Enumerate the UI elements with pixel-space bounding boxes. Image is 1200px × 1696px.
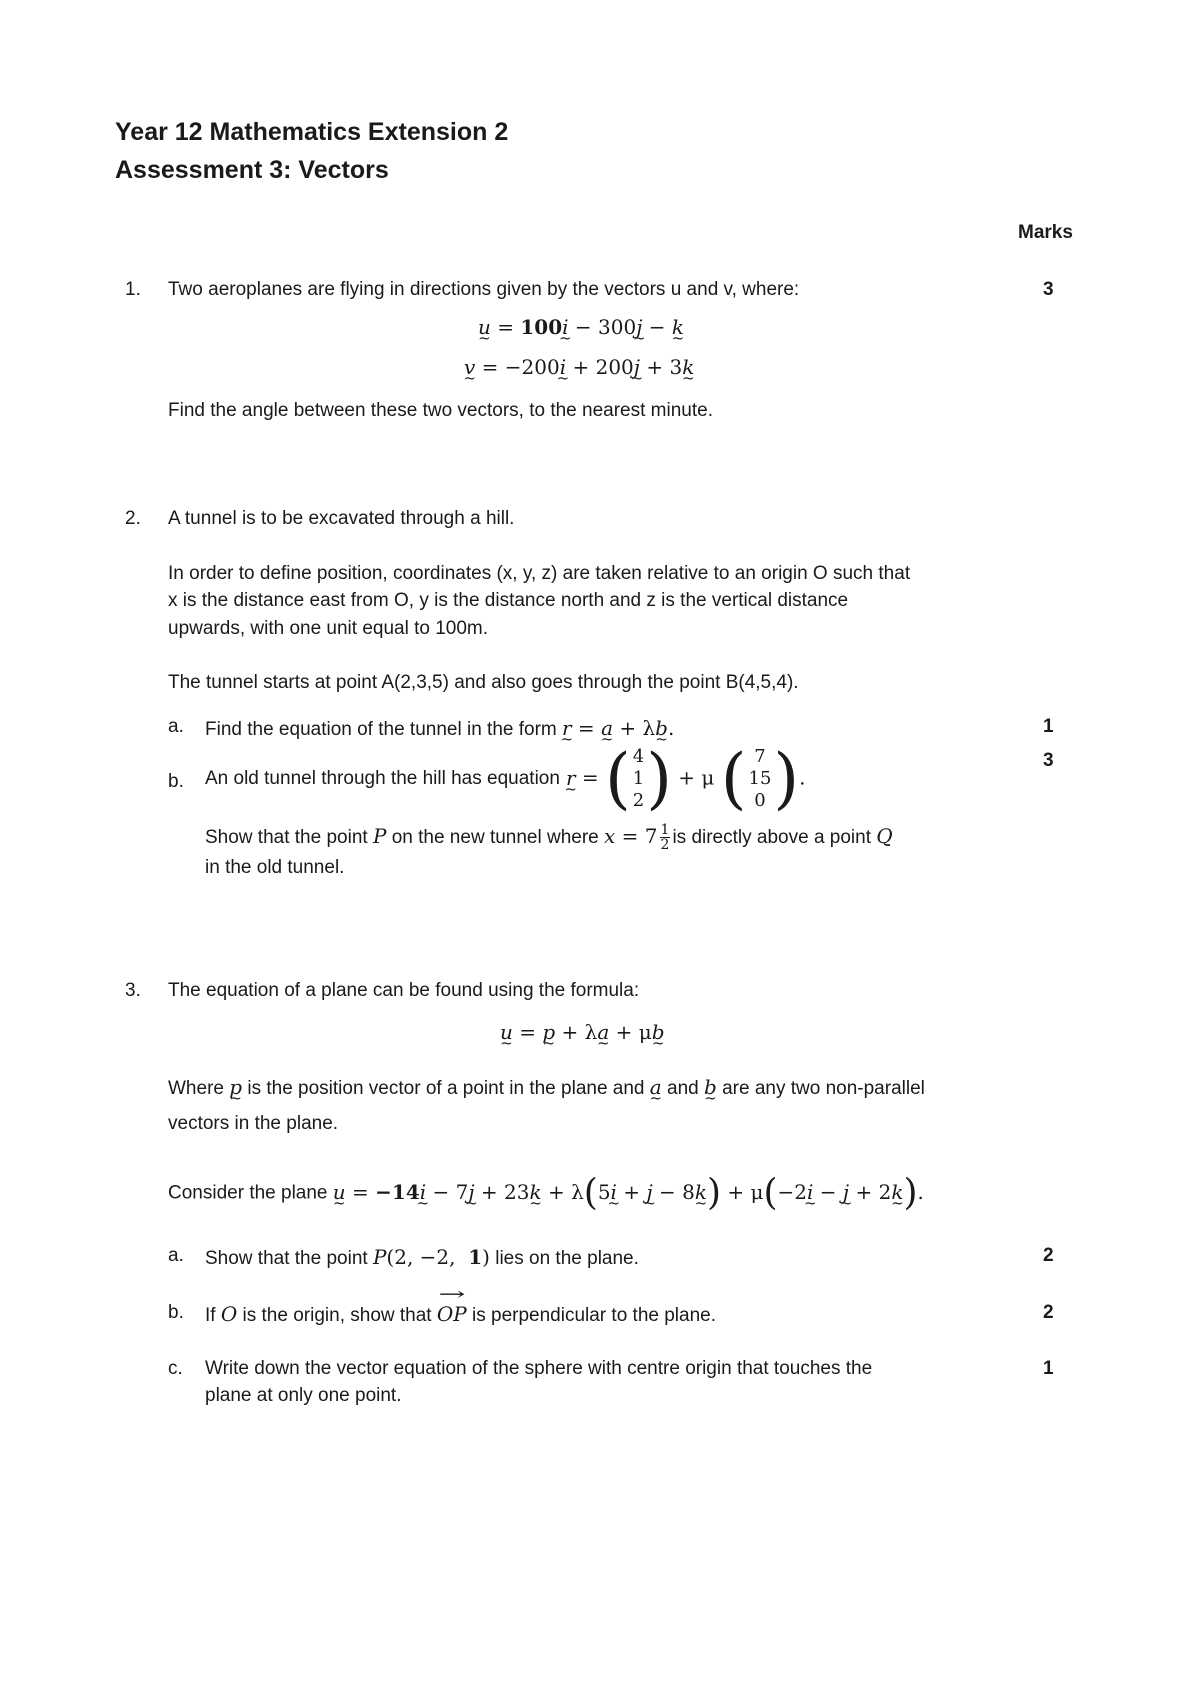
tunnel-form-equation: r ~ = a ~ + λb ~.: [562, 716, 674, 740]
question-3c-label: c.: [168, 1358, 183, 1379]
question-2a-marks: 1: [1043, 716, 1054, 737]
question-2b-marks: 3: [1043, 750, 1054, 771]
question-3b-marks: 2: [1043, 1302, 1054, 1323]
question-2b-line-2: Show that the point P on the new tunnel where x = 7 $\frac{1}{2}$ is directly above a point Q: [205, 822, 893, 853]
question-2-line-1: In order to define position, coordinates (x, y, z) are taken relative to an origin O such that: [168, 563, 911, 584]
question-3c-marks: 1: [1043, 1358, 1054, 1379]
question-2b-text: An old tunnel through the hill has equation r ~ = ( 4 1 2 ) + μ ( 7 15 0 ).: [205, 744, 806, 814]
vector-u-equation: u ~ = 100i ~ − 300j ~ − k ~: [478, 315, 684, 339]
question-2a-label: a.: [168, 716, 184, 737]
question-3-number: 3.: [125, 980, 141, 1001]
question-2-line-2: x is the distance east from O, y is the distance north and z is the vertical distance: [168, 590, 849, 611]
question-3-where-line-2: vectors in the plane.: [168, 1113, 339, 1134]
question-2b-label: b.: [168, 771, 184, 792]
question-3-where-line: Where p ~ is the position vector of a point in the plane and a ~ and b ~ are any two non-parallel: [168, 1075, 925, 1100]
question-3a-label: a.: [168, 1245, 184, 1266]
question-3-intro: The equation of a plane can be found using the formula:: [168, 980, 640, 1001]
question-3b-label: b.: [168, 1302, 184, 1323]
question-3b-text: If O is the origin, show that → OP is perpendicular to the plane.: [205, 1302, 716, 1327]
question-1-number: 1.: [125, 279, 141, 300]
question-3-plane-equation: Consider the plane u ~ = −14i ~ − 7j ~ + 23k ~ + λ(5i ~ + j ~ − 8k ~) + μ(−2i ~ − j ~ + 2k ~).: [168, 1175, 924, 1211]
old-tunnel-direction-vector: 7 15 0: [748, 746, 772, 811]
question-2a-text: Find the equation of the tunnel in the form r ~ = a ~ + λb ~.: [205, 716, 674, 741]
question-2-intro: A tunnel is to be excavated through a hill.: [168, 508, 515, 529]
question-2-line-3: upwards, with one unit equal to 100m.: [168, 618, 489, 639]
question-3a-marks: 2: [1043, 1245, 1054, 1266]
question-1-text: Two aeroplanes are flying in directions given by the vectors u and v, where:: [168, 279, 800, 300]
question-3c-line-2: plane at only one point.: [205, 1385, 402, 1406]
marks-column-heading: Marks: [1018, 222, 1073, 243]
question-1-marks: 3: [1043, 279, 1054, 300]
old-tunnel-equation: r ~ = ( 4 1 2 ) + μ ( 7 15 0 ).: [566, 746, 806, 812]
question-2-number: 2.: [125, 508, 141, 529]
question-2-line-4: The tunnel starts at point A(2,3,5) and also goes through the point B(4,5,4).: [168, 672, 799, 693]
question-3c-line-1: Write down the vector equation of the sphere with centre origin that touches the: [205, 1358, 873, 1379]
plane-formula: u ~ = p ~ + λa ~ + μb ~: [500, 1020, 665, 1044]
old-tunnel-point-vector: 4 1 2: [632, 746, 645, 811]
document-title: Year 12 Mathematics Extension 2: [115, 118, 509, 146]
vector-v-equation: v ~ = −200i ~ + 200j ~ + 3k ~: [464, 355, 694, 379]
question-3a-text: Show that the point P(2, −2, 1) lies on the plane.: [205, 1245, 639, 1269]
question-1-prompt: Find the angle between these two vectors, to the nearest minute.: [168, 400, 713, 421]
question-2b-line-3: in the old tunnel.: [205, 857, 345, 878]
document-subtitle: Assessment 3: Vectors: [115, 156, 389, 184]
